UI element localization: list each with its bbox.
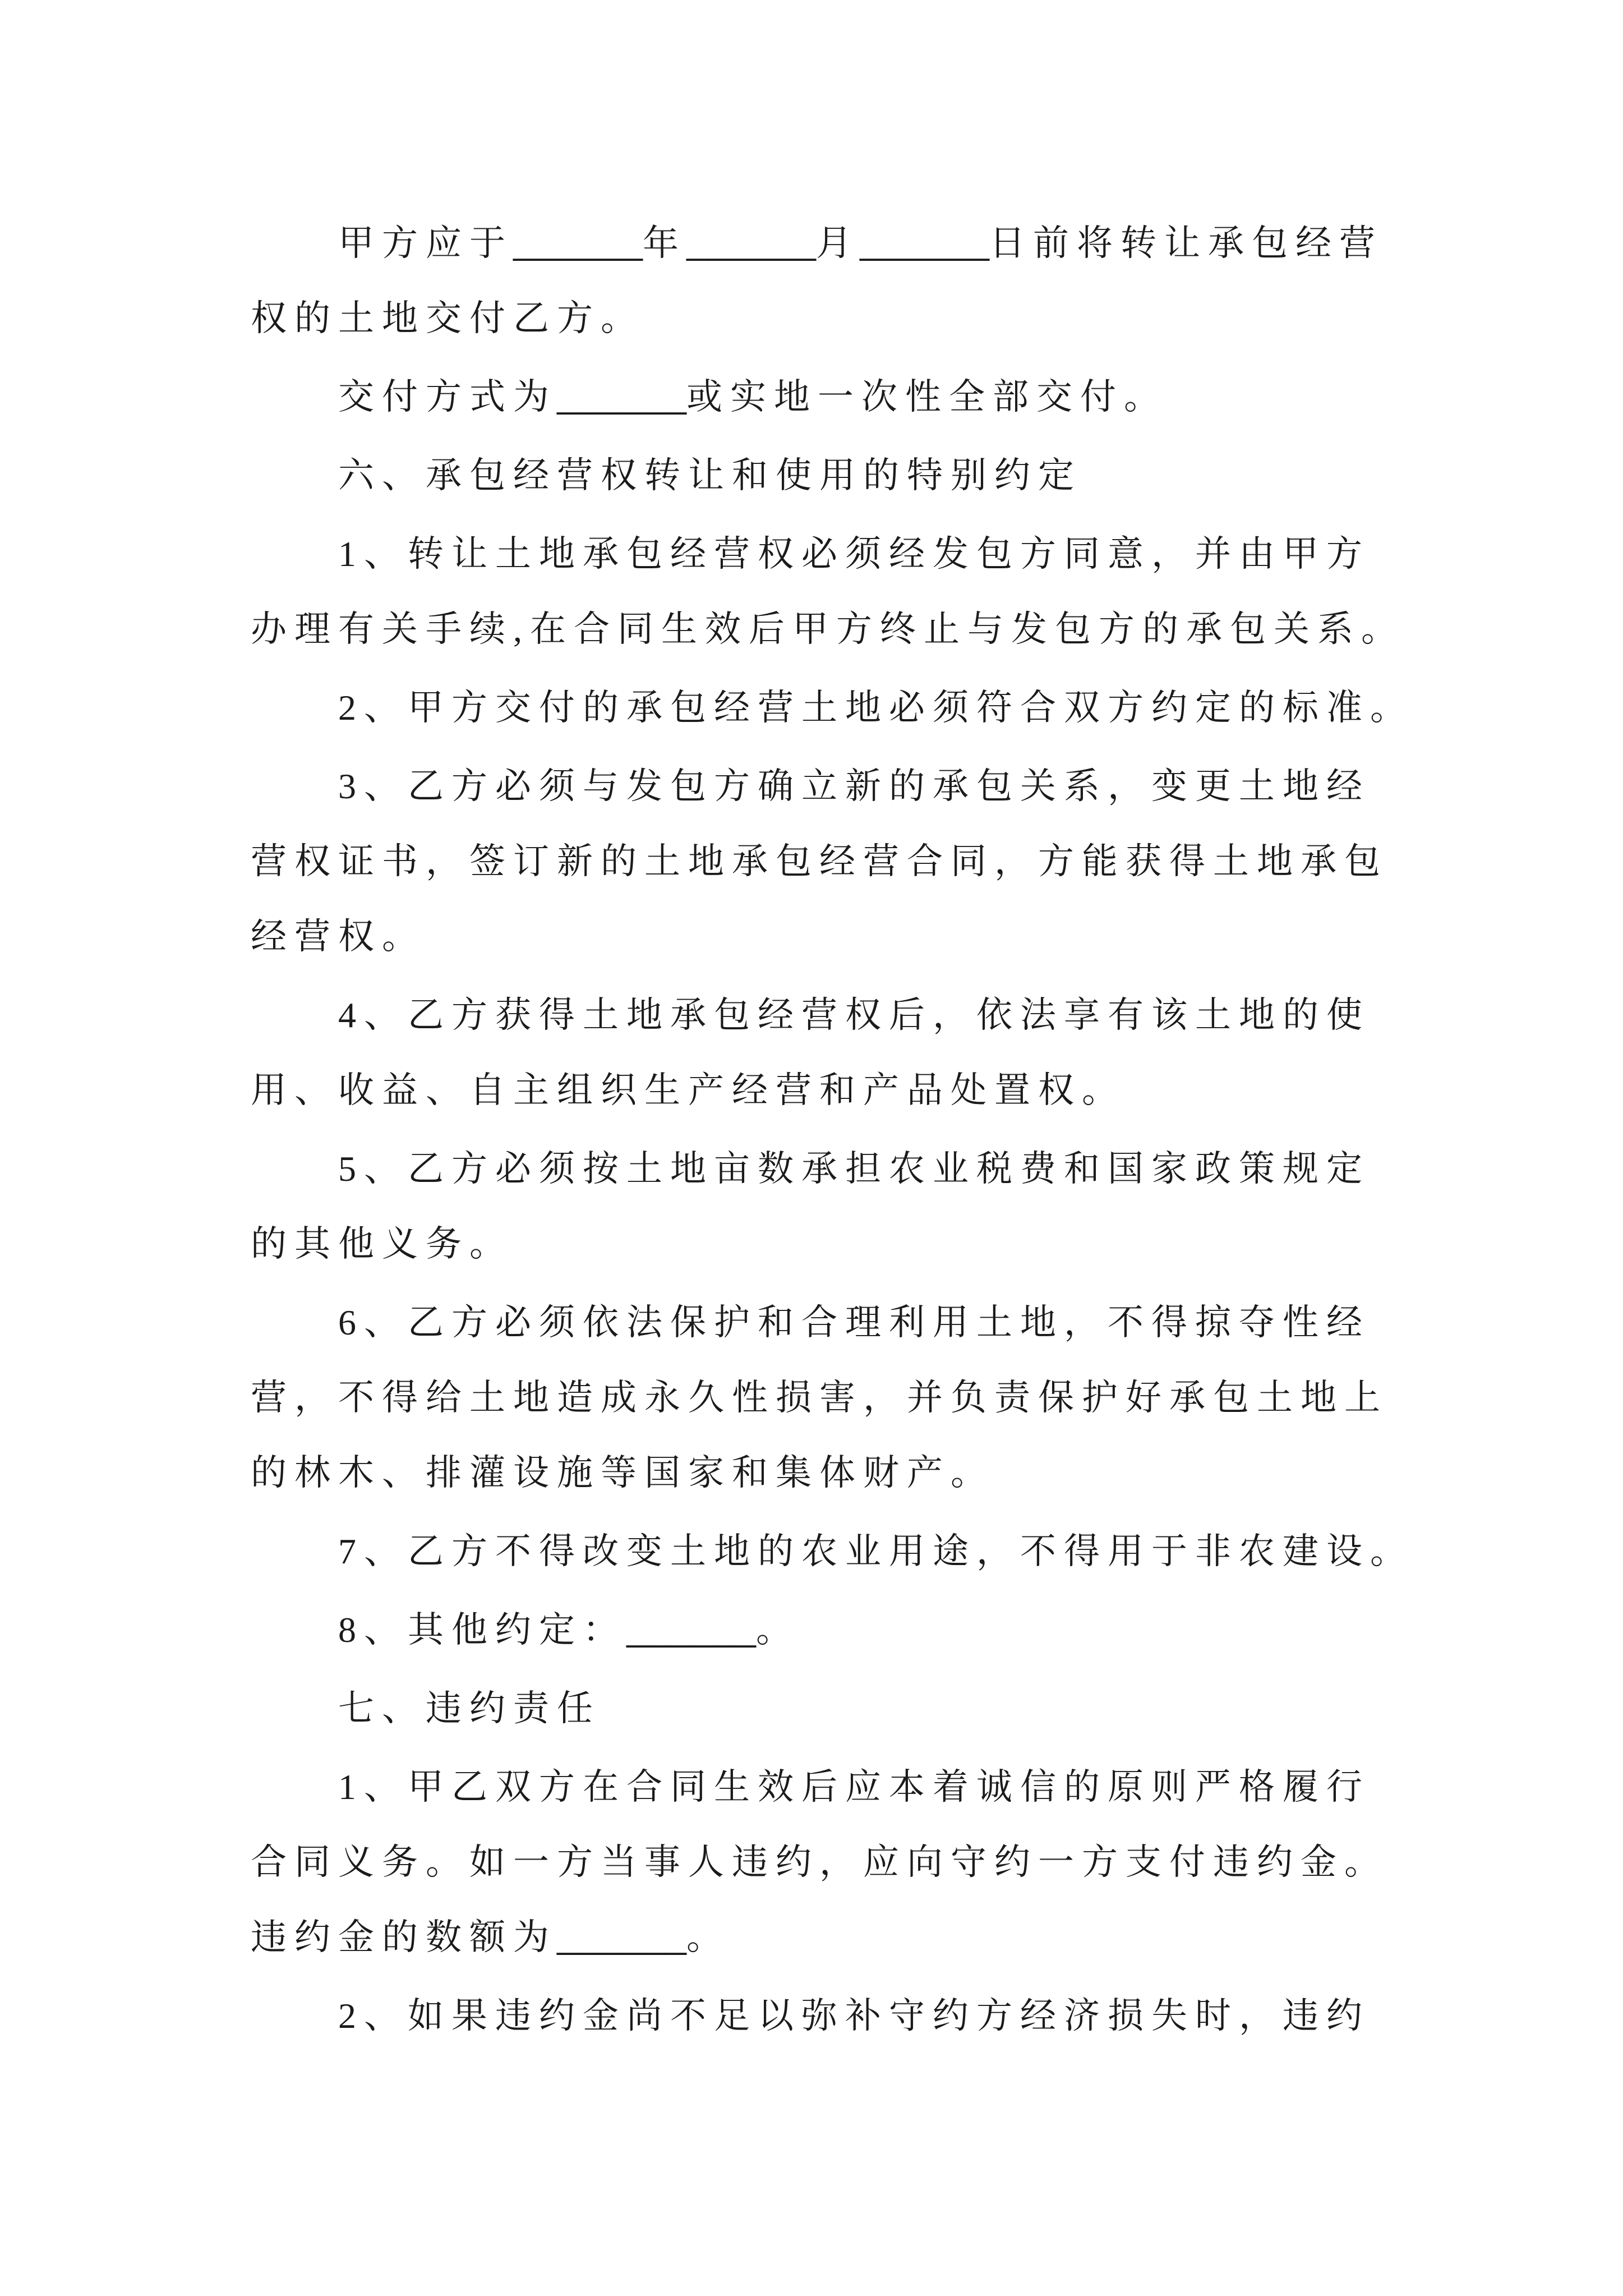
heading-line: 七、违约责任 (338, 1688, 601, 1728)
text-line: 4、乙方获得土地承包经营权后，依法享有该土地的使 (338, 995, 1370, 1035)
blank-field: ______ (860, 217, 989, 265)
section-7-heading (251, 1671, 1428, 1746)
clause-6-4 (251, 978, 1428, 1128)
text-line: 交付方式为______或实地一次性全部交付。 (338, 370, 1168, 418)
blank-field: ______ (686, 217, 816, 265)
delivery-date-paragraph (251, 206, 1428, 356)
text-line: 7、乙方不得改变土地的农业用途，不得用于非农建设。 (338, 1531, 1414, 1571)
text-line: 违约金的数额为______。 (251, 1911, 730, 1959)
text-line: 营，不得给土地造成永久性损害，并负责保护好承包土地上 (251, 1378, 1388, 1418)
text-line: 营权证书，签订新的土地承包经营合同，方能获得土地承包 (251, 841, 1388, 881)
text-line: 甲方应于______年______月______日前将转让承包经营 (338, 217, 1383, 265)
clause-6-2 (251, 670, 1428, 746)
section-6-heading (251, 438, 1428, 513)
text-line: 2、如果违约金尚不足以弥补守约方经济损失时，违约 (338, 1996, 1370, 2036)
clause-6-1 (251, 517, 1428, 667)
heading-line: 六、承包经营权转让和使用的特别约定 (338, 455, 1082, 495)
text-line: 合同义务。如一方当事人违约，应向守约一方支付违约金。 (251, 1842, 1388, 1882)
text-line: 办理有关手续,在合同生效后甲方终止与发包方的承包关系。 (251, 609, 1405, 649)
clause-7-1 (251, 1750, 1428, 1975)
clause-7-2 (251, 1978, 1428, 2054)
text-line: 权的土地交付乙方。 (251, 298, 644, 338)
delivery-method-paragraph (251, 360, 1428, 435)
document-page (251, 206, 1428, 2054)
clause-6-6 (251, 1285, 1428, 1511)
text-line: 的林木、排灌设施等国家和集体财产。 (251, 1453, 994, 1493)
blank-field: ______ (557, 370, 686, 418)
text-line: 2、甲方交付的承包经营土地必须符合双方约定的标准。 (338, 688, 1414, 728)
blank-field: ______ (557, 1911, 686, 1959)
text-line: 3、乙方必须与发包方确立新的承包关系，变更土地经 (338, 766, 1370, 806)
text-line: 的其他义务。 (251, 1224, 513, 1264)
text-line: 6、乙方必须依法保护和合理利用土地，不得掠夺性经 (338, 1303, 1370, 1342)
clause-6-5 (251, 1131, 1428, 1282)
text-line: 用、收益、自主组织生产经营和产品处置权。 (251, 1070, 1126, 1110)
text-line: 1、甲乙双方在合同生效后应本着诚信的原则严格履行 (338, 1767, 1370, 1807)
blank-field: ______ (626, 1603, 756, 1651)
text-line: 1、转让土地承包经营权必须经发包方同意，并由甲方 (338, 534, 1370, 574)
text-line: 5、乙方必须按土地亩数承担农业税费和国家政策规定 (338, 1149, 1370, 1189)
blank-field: ______ (513, 217, 643, 265)
text-line: 8、其他约定：______。 (338, 1603, 800, 1651)
clause-6-3 (251, 749, 1428, 974)
clause-6-8 (251, 1593, 1428, 1668)
text-line: 经营权。 (251, 917, 426, 956)
clause-6-7 (251, 1514, 1428, 1589)
